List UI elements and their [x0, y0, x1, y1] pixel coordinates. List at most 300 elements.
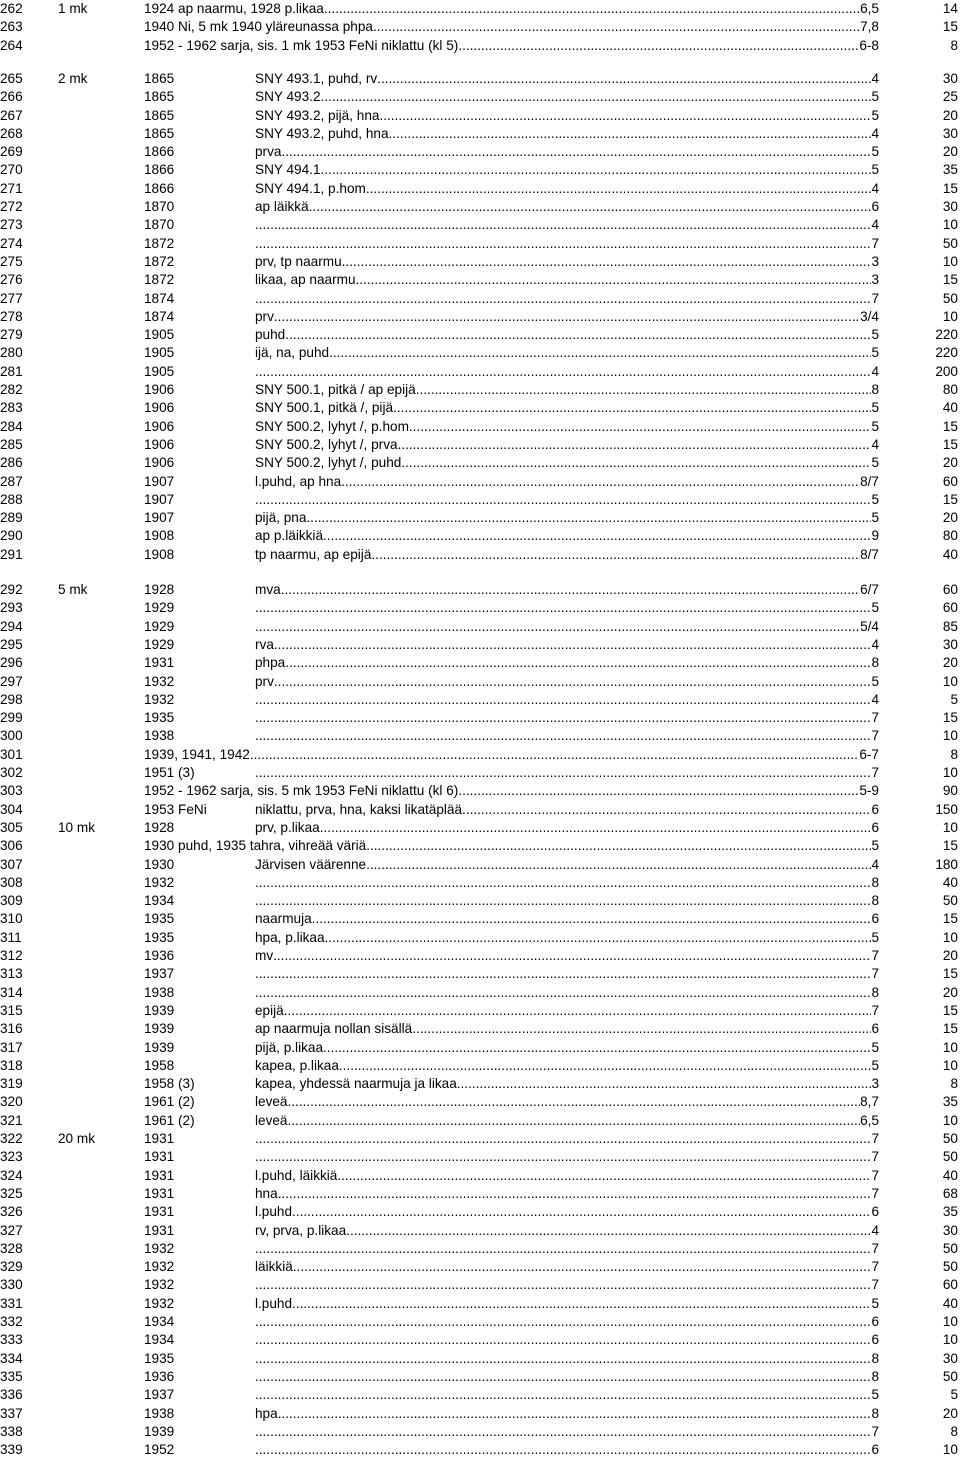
price: 15 — [942, 1021, 958, 1037]
price: 40 — [942, 874, 958, 890]
dot-leader — [255, 1368, 871, 1386]
list-item — [0, 527, 960, 545]
list-item — [0, 125, 960, 143]
condition-grade: 5 — [871, 327, 879, 343]
lot-number: 309 — [0, 893, 23, 909]
dot-leader — [409, 418, 872, 436]
price: 8 — [950, 746, 958, 762]
description: SNY 493.2 — [255, 89, 321, 105]
description-line — [255, 947, 879, 965]
condition-grade: 8/7 — [860, 546, 879, 562]
condition-grade: 5 — [871, 455, 879, 471]
dot-leader — [255, 290, 871, 308]
price: 220 — [935, 327, 958, 343]
dot-leader — [255, 1331, 871, 1349]
lot-number: 315 — [0, 1002, 23, 1018]
condition-grade: 5 — [871, 491, 879, 507]
condition-grade: 7 — [871, 966, 879, 982]
condition-grade: 7 — [871, 1423, 879, 1439]
lot-number: 303 — [0, 783, 23, 799]
description-line — [255, 88, 879, 106]
condition-grade: 6,5 — [860, 1, 879, 16]
year: 1935 — [144, 911, 175, 927]
condition-grade: 5 — [871, 510, 879, 526]
lot-number: 337 — [0, 1405, 23, 1421]
dot-leader — [255, 874, 871, 892]
year: 1928 — [144, 819, 175, 835]
description-line — [144, 837, 879, 855]
list-item — [0, 782, 960, 800]
list-item — [0, 418, 960, 436]
dot-leader — [341, 473, 860, 491]
condition-grade: 4 — [871, 125, 879, 141]
year: 1865 — [144, 89, 175, 105]
year: 1952 — [144, 1442, 175, 1458]
list-item — [0, 856, 960, 874]
lot-number: 290 — [0, 528, 23, 544]
condition-grade: 5 — [871, 162, 879, 178]
year: 1936 — [144, 948, 175, 963]
price: 10 — [942, 1057, 958, 1073]
price: 200 — [935, 363, 958, 379]
dot-leader — [274, 308, 860, 326]
price: 30 — [942, 1350, 958, 1366]
list-item — [0, 1423, 960, 1441]
condition-grade: 8,7 — [860, 1094, 879, 1110]
condition-grade: 3 — [871, 1076, 879, 1092]
year: 1932 — [144, 1277, 175, 1293]
price: 15 — [942, 272, 958, 288]
list-item — [0, 1258, 960, 1276]
description: niklattu, prva, hna, kaksi likatäplää — [255, 801, 463, 817]
description-line — [255, 654, 879, 672]
description: prv, tp naarmu — [255, 253, 342, 269]
lot-number: 283 — [0, 400, 23, 416]
dot-leader — [306, 509, 871, 527]
condition-grade: 7 — [871, 1277, 879, 1293]
year: 1938 — [144, 728, 175, 744]
dot-leader — [255, 1441, 871, 1459]
description-line — [255, 235, 879, 253]
year: 1931 — [144, 1222, 175, 1238]
condition-grade: 8/7 — [860, 473, 879, 489]
lot-number: 279 — [0, 327, 23, 343]
list-item — [0, 344, 960, 362]
dot-leader — [255, 1386, 871, 1404]
condition-grade: 5 — [871, 144, 879, 160]
description-line — [255, 290, 879, 308]
lot-number: 271 — [0, 180, 23, 196]
price: 30 — [942, 636, 958, 652]
dot-leader — [389, 125, 872, 143]
description-line — [255, 1441, 879, 1459]
year: 1931 — [144, 1185, 175, 1201]
description: pijä, p.likaa — [255, 1039, 324, 1055]
condition-grade: 6-7 — [859, 746, 879, 762]
lot-number: 274 — [0, 235, 23, 251]
description: 1939, 1941, 1942 — [144, 746, 250, 762]
lot-number: 334 — [0, 1350, 23, 1366]
list-item — [0, 198, 960, 216]
dot-leader — [462, 801, 871, 819]
denomination: 1 mk — [58, 1, 88, 16]
denomination: 5 mk — [58, 582, 88, 597]
dot-leader — [281, 143, 871, 161]
year: 1935 — [144, 710, 175, 726]
description-line — [255, 253, 879, 271]
condition-grade: 7,8 — [860, 19, 879, 35]
list-item — [0, 161, 960, 179]
dot-leader — [379, 107, 871, 125]
description-line — [255, 1222, 879, 1240]
lot-number: 284 — [0, 418, 23, 434]
year: 1906 — [144, 455, 175, 471]
list-item — [0, 454, 960, 472]
dot-leader — [293, 1258, 872, 1276]
price: 50 — [942, 235, 958, 251]
description: SNY 493.2, pijä, hna — [255, 107, 380, 123]
condition-grade: 6 — [871, 1442, 879, 1458]
dot-leader — [337, 1167, 871, 1185]
description: leveä — [255, 1094, 288, 1110]
condition-grade: 8 — [871, 1350, 879, 1366]
list-item — [0, 1203, 960, 1221]
lot-number: 333 — [0, 1332, 23, 1348]
year: 1931 — [144, 655, 175, 671]
dot-leader — [416, 381, 872, 399]
price: 60 — [942, 600, 958, 616]
dot-leader — [346, 1222, 871, 1240]
price: 80 — [942, 528, 958, 544]
description: l.puhd — [255, 1295, 293, 1311]
year: 1874 — [144, 308, 175, 324]
description-line — [255, 107, 879, 125]
year: 1951 (3) — [144, 765, 195, 780]
price: 20 — [942, 455, 958, 471]
description: kapea, p.likaa — [255, 1057, 339, 1073]
description: rv, prva, p.likaa — [255, 1222, 347, 1238]
year: 1929 — [144, 600, 175, 616]
list-item — [0, 180, 960, 198]
lot-number: 270 — [0, 162, 23, 178]
price: 20 — [942, 1405, 958, 1421]
condition-grade: 5 — [871, 1057, 879, 1073]
condition-grade: 5 — [871, 1387, 879, 1403]
description: ap naarmuja nollan sisällä — [255, 1021, 413, 1037]
condition-grade: 6-8 — [859, 37, 879, 53]
list-item — [0, 892, 960, 910]
year: 1907 — [144, 510, 175, 526]
lot-number: 339 — [0, 1442, 23, 1458]
price: 10 — [942, 217, 958, 233]
description: prv, p.likaa — [255, 819, 320, 835]
lot-number: 299 — [0, 710, 23, 726]
lot-number: 292 — [0, 582, 23, 597]
lot-number: 269 — [0, 144, 23, 160]
lot-number: 304 — [0, 801, 23, 817]
condition-grade: 6 — [871, 801, 879, 817]
price: 15 — [942, 911, 958, 927]
denomination: 20 mk — [58, 1131, 96, 1146]
description-line — [255, 1057, 879, 1075]
price: 50 — [942, 1131, 958, 1146]
year: 1936 — [144, 1368, 175, 1384]
lot-number: 298 — [0, 691, 23, 707]
description-line — [255, 436, 879, 454]
dot-leader — [274, 673, 872, 691]
description: phpa — [255, 655, 286, 671]
list-item — [0, 1331, 960, 1349]
description-line — [255, 599, 879, 617]
condition-grade: 4 — [871, 636, 879, 652]
description: SNY 500.2, lyhyt /, prva — [255, 436, 398, 452]
year: 1932 — [144, 1295, 175, 1311]
list-item — [0, 107, 960, 125]
list-item — [0, 709, 960, 727]
price: 220 — [935, 345, 958, 361]
list-item — [0, 216, 960, 234]
year: 1865 — [144, 125, 175, 141]
price: 20 — [942, 655, 958, 671]
description-line — [255, 473, 879, 491]
price: 30 — [942, 1222, 958, 1238]
lot-number: 262 — [0, 1, 23, 16]
list-item — [0, 1130, 960, 1148]
price: 150 — [935, 801, 958, 817]
price: 10 — [942, 1442, 958, 1458]
description-line — [255, 546, 879, 564]
description-line — [255, 965, 879, 983]
condition-grade: 5 — [871, 345, 879, 361]
description: leveä — [255, 1112, 288, 1128]
dot-leader — [255, 1130, 871, 1148]
dot-leader — [285, 326, 871, 344]
year: 1935 — [144, 929, 175, 945]
year: 1931 — [144, 1149, 175, 1165]
list-item — [0, 1368, 960, 1386]
dot-leader — [325, 929, 872, 947]
condition-grade: 4 — [871, 70, 879, 86]
list-item — [0, 1185, 960, 1203]
description-line — [255, 910, 879, 928]
dot-leader — [255, 1313, 871, 1331]
description: l.puhd — [255, 1204, 293, 1220]
condition-grade: 7 — [871, 710, 879, 726]
lot-number: 263 — [0, 19, 23, 35]
year: 1906 — [144, 418, 175, 434]
description-line — [255, 1368, 879, 1386]
year: 1872 — [144, 253, 175, 269]
year: 1865 — [144, 70, 175, 86]
list-item — [0, 1441, 960, 1459]
condition-grade: 8 — [871, 874, 879, 890]
dot-leader — [255, 892, 871, 910]
dot-leader — [250, 746, 860, 764]
description-line — [255, 454, 879, 472]
lot-number: 301 — [0, 746, 23, 762]
price: 14 — [942, 1, 958, 16]
condition-grade: 4 — [871, 363, 879, 379]
lot-number: 316 — [0, 1021, 23, 1037]
description-line — [255, 1313, 879, 1331]
description-line — [255, 874, 879, 892]
lot-number: 313 — [0, 966, 23, 982]
price: 10 — [942, 1332, 958, 1348]
description-line — [255, 1020, 879, 1038]
description: Järvisen väärenne — [255, 856, 367, 872]
lot-number: 278 — [0, 308, 23, 324]
dot-leader — [377, 70, 871, 88]
year: 1908 — [144, 546, 175, 562]
dot-leader — [292, 1295, 871, 1313]
lot-number: 320 — [0, 1094, 23, 1110]
condition-grade: 6 — [871, 1204, 879, 1220]
price: 8 — [950, 1423, 958, 1439]
lot-number: 306 — [0, 838, 23, 854]
year: 1905 — [144, 327, 175, 343]
price: 35 — [942, 1094, 958, 1110]
year: 1961 (2) — [144, 1112, 195, 1128]
lot-number: 265 — [0, 70, 23, 86]
description-line — [255, 308, 879, 326]
description-line — [255, 984, 879, 1002]
lot-number: 264 — [0, 37, 23, 53]
condition-grade: 5 — [871, 418, 879, 434]
price: 10 — [942, 728, 958, 744]
description: epijä — [255, 1002, 284, 1018]
description-line — [255, 691, 879, 709]
price: 10 — [942, 253, 958, 269]
list-item — [0, 399, 960, 417]
dot-leader — [458, 782, 859, 800]
list-item — [0, 253, 960, 271]
dot-leader — [255, 727, 871, 745]
dot-leader — [255, 764, 871, 782]
year: 1932 — [144, 874, 175, 890]
description-line — [255, 143, 879, 161]
condition-grade: 9 — [871, 528, 879, 544]
dot-leader — [278, 1185, 872, 1203]
condition-grade: 8 — [871, 382, 879, 397]
dot-leader — [342, 253, 872, 271]
description-line — [255, 1386, 879, 1404]
condition-grade: 3/4 — [860, 308, 879, 324]
year: 1928 — [144, 582, 175, 597]
condition-grade: 4 — [871, 1222, 879, 1238]
list-item — [0, 473, 960, 491]
description-line — [255, 929, 879, 947]
dot-leader — [255, 691, 871, 709]
description: SNY 500.1, pitkä / ap epijä — [255, 382, 416, 397]
year: 1872 — [144, 272, 175, 288]
dot-leader — [255, 216, 871, 234]
description-line — [255, 1148, 879, 1166]
dot-leader — [339, 1057, 872, 1075]
list-item — [0, 1386, 960, 1404]
condition-grade: 6 — [871, 819, 879, 835]
description-line — [255, 399, 879, 417]
list-item — [0, 691, 960, 709]
description-line — [255, 216, 879, 234]
year: 1930 — [144, 856, 175, 872]
price: 10 — [942, 673, 958, 689]
year: 1906 — [144, 382, 175, 397]
price: 15 — [942, 1002, 958, 1018]
year: 1865 — [144, 107, 175, 123]
description: likaa, ap naarmu — [255, 272, 356, 288]
dot-leader — [284, 1002, 872, 1020]
year: 1937 — [144, 1387, 175, 1403]
description: prv — [255, 308, 274, 324]
description-line — [255, 581, 879, 599]
price: 40 — [942, 400, 958, 416]
price: 35 — [942, 162, 958, 178]
condition-grade: 4 — [871, 856, 879, 872]
lot-number: 291 — [0, 546, 23, 562]
price: 60 — [942, 582, 958, 597]
lot-number: 267 — [0, 107, 23, 123]
dot-leader — [255, 491, 871, 509]
lot-number: 324 — [0, 1167, 23, 1183]
year: 1931 — [144, 1131, 175, 1146]
description: mv — [255, 948, 274, 963]
price: 50 — [942, 1368, 958, 1384]
list-item — [0, 636, 960, 654]
year: 1953 FeNi — [144, 801, 207, 817]
description-line — [255, 819, 879, 837]
list-item — [0, 1112, 960, 1130]
year: 1961 (2) — [144, 1094, 195, 1110]
year: 1905 — [144, 345, 175, 361]
description-line — [255, 491, 879, 509]
condition-grade: 5 — [871, 1039, 879, 1055]
year: 1958 (3) — [144, 1076, 195, 1092]
list-item — [0, 491, 960, 509]
lot-number: 268 — [0, 125, 23, 141]
lot-number: 312 — [0, 948, 23, 963]
list-item — [0, 1093, 960, 1111]
price: 20 — [942, 984, 958, 1000]
price: 15 — [942, 180, 958, 196]
year: 1939 — [144, 1423, 175, 1439]
description-line — [255, 618, 879, 636]
dot-leader — [255, 618, 860, 636]
list-item — [0, 1350, 960, 1368]
dot-leader — [292, 1203, 871, 1221]
description-line — [255, 1331, 879, 1349]
dot-leader — [323, 1039, 871, 1057]
price: 10 — [942, 1314, 958, 1329]
list-item — [0, 235, 960, 253]
lot-number: 302 — [0, 765, 23, 780]
price: 35 — [942, 1204, 958, 1220]
description-line — [255, 344, 879, 362]
dot-leader — [274, 636, 872, 654]
year: 1929 — [144, 636, 175, 652]
condition-grade: 4 — [871, 436, 879, 452]
denomination: 2 mk — [58, 70, 88, 86]
year: 1906 — [144, 436, 175, 452]
year: 1907 — [144, 491, 175, 507]
list-item — [0, 308, 960, 326]
lot-number: 275 — [0, 253, 23, 269]
description: 1940 Ni, 5 mk 1940 yläreunassa phpa — [144, 19, 373, 35]
price: 50 — [942, 893, 958, 909]
description-line — [255, 892, 879, 910]
condition-grade: 5 — [871, 89, 879, 105]
price: 15 — [942, 838, 958, 854]
description: prva — [255, 144, 282, 160]
